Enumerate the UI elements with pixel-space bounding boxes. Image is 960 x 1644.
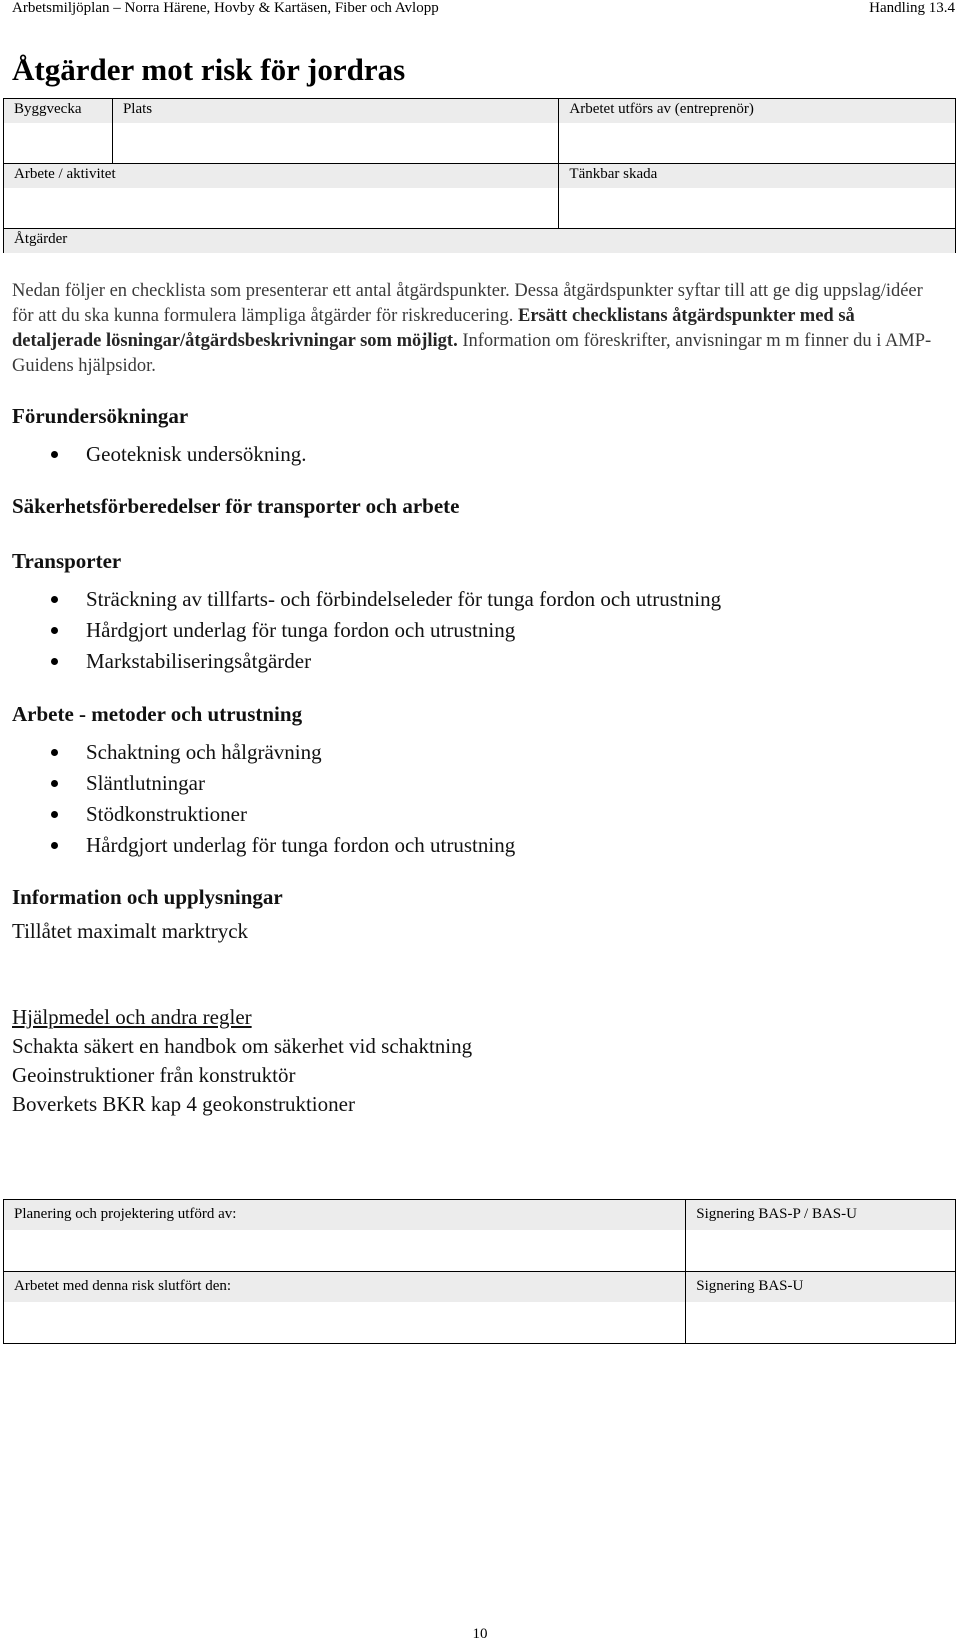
arbete-label: Arbete / aktivitet	[4, 164, 558, 188]
reference-line: Schakta säkert en handbok om säkerhet vid schaktning	[12, 1034, 473, 1058]
planering-field[interactable]	[4, 1200, 686, 1272]
planering-label: Planering och projektering utförd av:	[4, 1200, 685, 1230]
intro-bold: Ersätt checklistans åtgärdspunkter med så detaljerade lösningar/åtgärdsbeskrivningar som möjligt.	[12, 306, 855, 351]
information-text: Tillåtet maximalt marktryck	[12, 919, 249, 943]
bottom-form-table	[3, 1199, 956, 1344]
skada-field[interactable]	[559, 164, 956, 229]
top-form-table	[3, 98, 956, 253]
document-header-title: Arbetsmiljöplan – Norra Härene, Hovby & Kartäsen, Fiber och Avlopp	[12, 0, 439, 16]
signering-u-field[interactable]	[686, 1272, 956, 1344]
byggvecka-label: Byggvecka	[4, 99, 112, 123]
heading-information: Information och upplysningar	[12, 885, 283, 909]
utfors-av-field[interactable]	[559, 99, 956, 164]
atgarder-field[interactable]	[4, 229, 956, 254]
list-item: Hårdgjort underlag för tunga fordon och utrustning	[86, 618, 515, 643]
signering-pu-field[interactable]	[686, 1200, 956, 1272]
list-item: Sträckning av tillfarts- och förbindelseleder för tunga fordon och utrustning	[86, 587, 721, 612]
slutfort-label: Arbetet med denna risk slutfört den:	[4, 1272, 685, 1302]
signering-u-label: Signering BAS-U	[686, 1272, 955, 1302]
slutfort-field[interactable]	[4, 1272, 686, 1344]
list-item: Släntlutningar	[86, 771, 205, 796]
heading-forundersokningar: Förundersökningar	[12, 404, 189, 428]
heading-transporter: Transporter	[12, 549, 122, 573]
heading-arbete: Arbete - metoder och utrustning	[12, 702, 303, 726]
list-item: Stödkonstruktioner	[86, 802, 247, 827]
byggvecka-field[interactable]	[4, 99, 113, 164]
reference-line: Boverkets BKR kap 4 geokonstruktioner	[12, 1092, 355, 1116]
utfors-av-label: Arbetet utförs av (entreprenör)	[559, 99, 955, 123]
signering-pu-label: Signering BAS-P / BAS-U	[686, 1200, 955, 1230]
page-title: Åtgärder mot risk för jordras	[12, 52, 406, 87]
atgarder-label: Åtgärder	[4, 229, 955, 253]
plats-label: Plats	[113, 99, 558, 123]
reference-line: Geoinstruktioner från konstruktör	[12, 1063, 296, 1087]
skada-label: Tänkbar skada	[559, 164, 955, 188]
list-item: Markstabiliseringsåtgärder	[86, 649, 311, 674]
document-reference: Handling 13.4	[869, 0, 955, 16]
intro-text-1: Nedan följer en checklista som presenterar ett antal åtgärdspunkter. Dessa åtgärdspunkter syftar till att ge dig uppslag/idéer för att du ska kunna formulera lämpliga åtgärder för riskreducering.	[12, 281, 923, 326]
heading-hjalpmedel: Hjälpmedel och andra regler	[12, 1005, 252, 1029]
list-item: Schaktning och hålgrävning	[86, 740, 322, 765]
list-item: Geoteknisk undersökning.	[86, 442, 306, 467]
list-item: Hårdgjort underlag för tunga fordon och utrustning	[86, 833, 515, 858]
intro-paragraph	[12, 279, 947, 379]
plats-field[interactable]	[112, 99, 558, 164]
page-number: 10	[472, 1626, 488, 1642]
arbete-field[interactable]	[4, 164, 559, 229]
heading-sakerhet: Säkerhetsförberedelser för transporter och arbete	[12, 494, 460, 518]
intro-text-2: Information om föreskrifter, anvisningar m m finner du i AMP-Guidens hjälpsidor.	[12, 331, 932, 376]
